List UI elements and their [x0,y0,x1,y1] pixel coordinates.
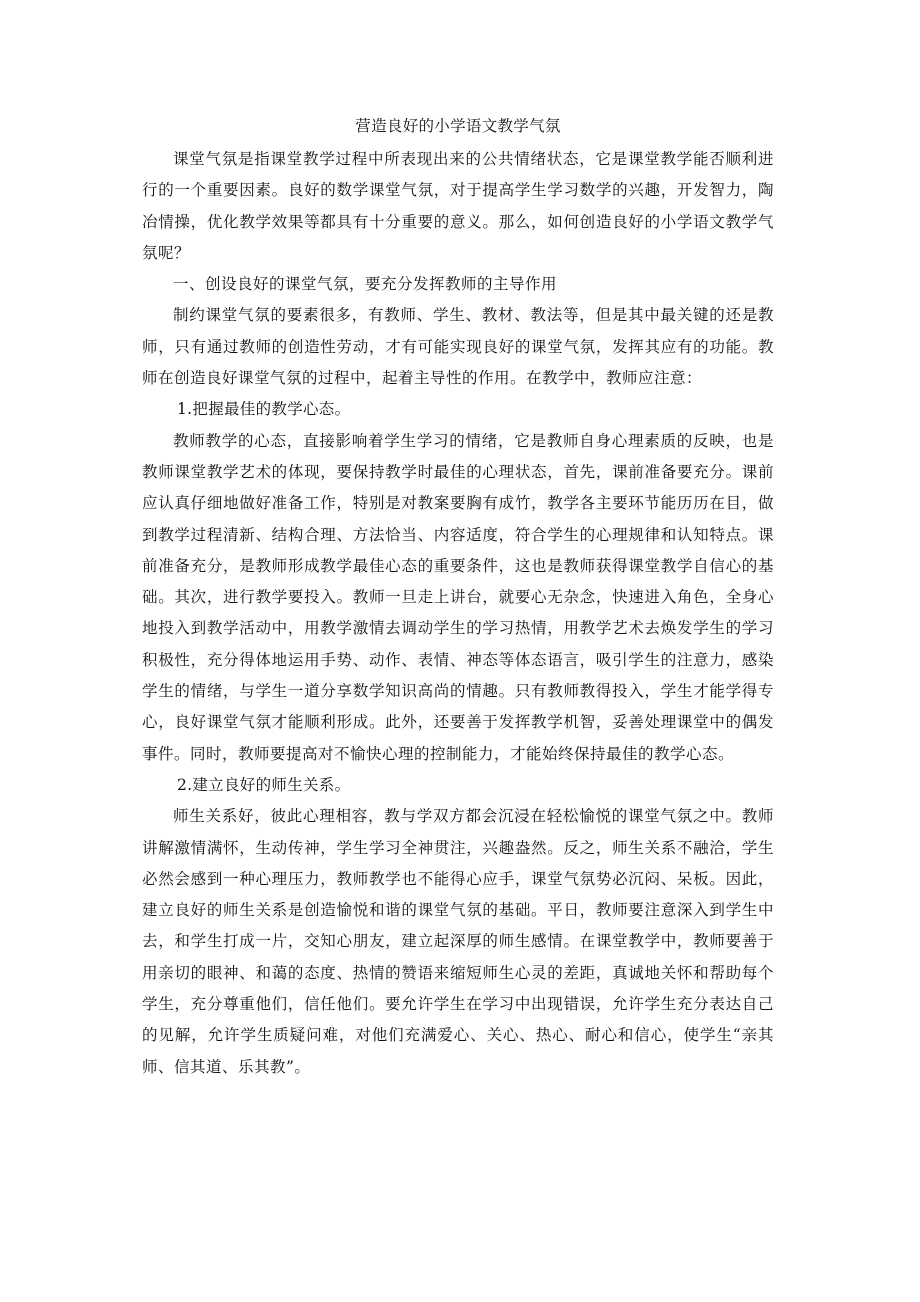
intro-paragraph: 课堂气氛是指课堂教学过程中所表现出来的公共情绪状态，它是课堂教学能否顺利进行的一个重要因素。良好的数学课堂气氛，对于提高学生学习数学的兴趣，开发智力，陶冶情操，优化教学效果等都具有十分重要的意义。那么，如何创造良好的小学语文教学气氛呢？ [142,150,774,262]
section-heading-1: 一、创设良好的课堂气氛，要充分发挥教师的主导作用 [173,275,558,294]
subheading-2: 2.建立良好的师生关系。 [177,775,351,794]
subheading-1: 1.把握最佳的教学心态。 [177,400,351,419]
subsection-1-paragraph: 教师教学的心态，直接影响着学生学习的情绪，它是教师自身心理素质的反映，也是教师课堂教学艺术的体现，要保持教学时最佳的心理状态，首先，课前准备要充分。课前应认真仔细地做好准备工作，特别是对教案要胸有成竹，教学各主要环节能历历在目，做到教学过程清新、结构合理、方法恰当、内容适度，符合学生的心理规律和认知特点。课前准备充分，是教师形成教学最佳心态的重要条件，这也是教师获得课堂教学自信心的基础。其次，进行教学要投入。教师一旦走上讲台，就要心无杂念，快速进入角色，全身心地投入到教学活动中，用教学激情去调动学生的学习热情，用教学艺术去焕发学生的学习积极性，充分得体地运用手势、动作、表情、神态等体态语言，吸引学生的注意力，感染学生的情绪，与学生一道分享数学知识高尚的情趣。只有教师教得投入，学生才能学得专心，良好课堂气氛才能顺利形成。此外，还要善于发挥教学机智，妥善处理课堂中的偶发事件。同时，教师要提高对不愉快心理的控制能力，才能始终保持最佳的教学心态。 [142,431,774,763]
section-1-paragraph: 制约课堂气氛的要素很多，有教师、学生、教材、教法等，但是其中最关键的还是教师，只有通过教师的创造性劳动，才有可能实现良好的课堂气氛，发挥其应有的功能。教师在创造良好课堂气氛的过程中，起着主导性的作用。在教学中，教师应注意： [142,306,774,388]
subsection-2-paragraph: 师生关系好，彼此心理相容，教与学双方都会沉浸在轻松愉悦的课堂气氛之中。教师讲解激情满怀，生动传神，学生学习全神贯注，兴趣盎然。反之，师生关系不融洽，学生必然会感到一种心理压力，教师教学也不能得心应手，课堂气氛势必沉闷、呆板。因此，建立良好的师生关系是创造愉悦和谐的课堂气氛的基础。平日，教师要注意深入到学生中去，和学生打成一片，交知心朋友，建立起深厚的师生感情。在课堂教学中，教师要善于用亲切的眼神、和蔼的态度、热情的赞语来缩短师生心灵的差距，真诚地关怀和帮助每个学生，充分尊重他们，信任他们。要允许学生在学习中出现错误，允许学生充分表达自己的见解，允许学生质疑问难，对他们充满爱心、关心、热心、耐心和信心，使学生“亲其师、信其道、乐其教”。 [142,807,774,1076]
document-title: 营造良好的小学语文教学气氛 [355,117,561,135]
